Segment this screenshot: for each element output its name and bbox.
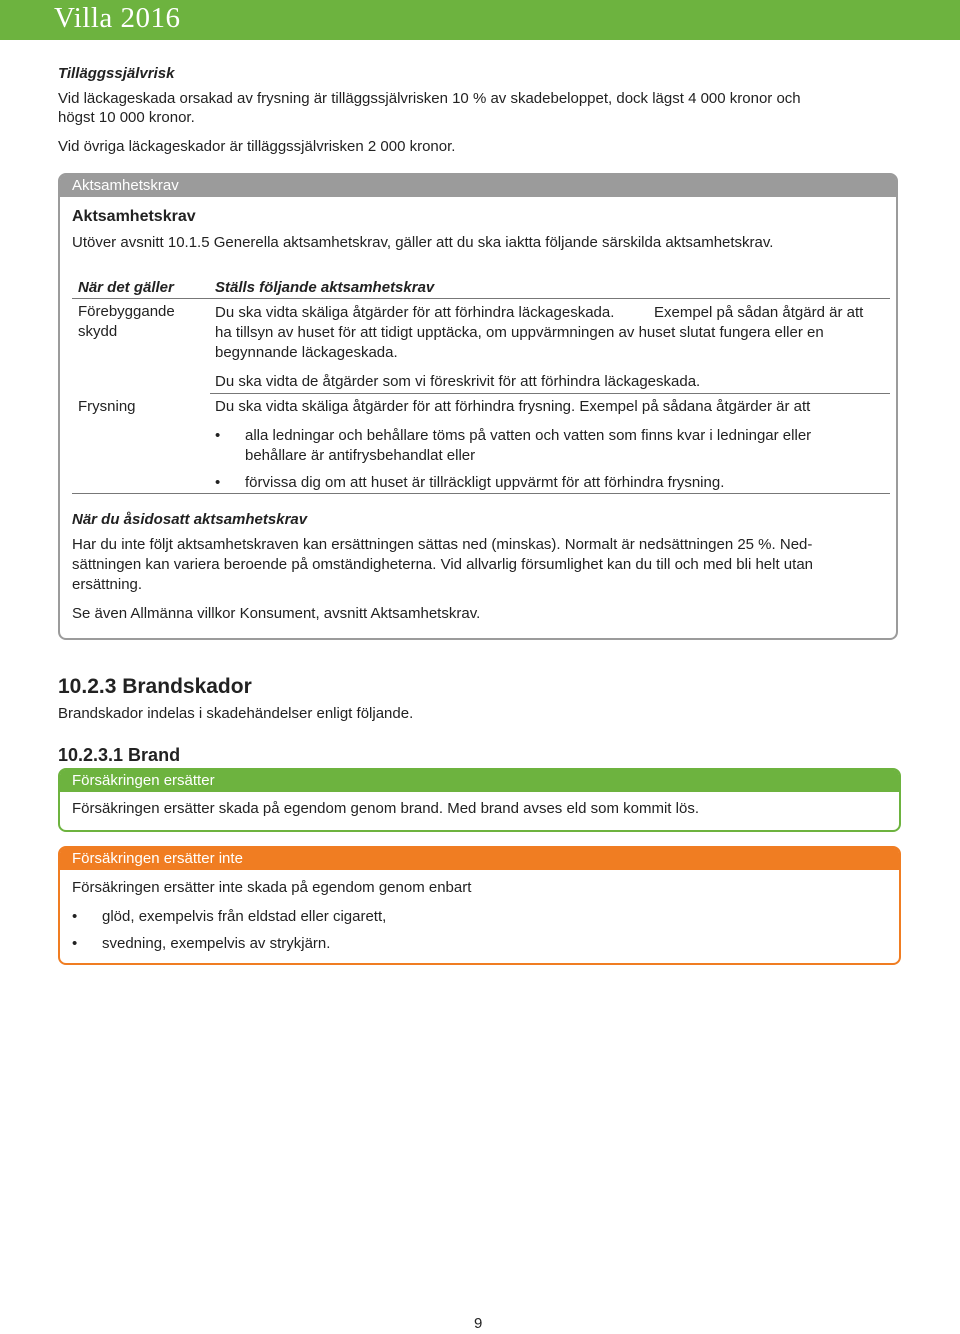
table-bottom-divider xyxy=(72,493,890,494)
row2-bullet-2: förvissa dig om att huset är tillräckligt uppvärmt för att förhindra frysning. xyxy=(245,474,725,491)
row1-p2c: begynnande läckageskada. xyxy=(215,344,398,361)
tillagg-line-2: högst 10 000 kronor. xyxy=(58,109,195,126)
ersatter-inte-intro: Försäkringen ersätter inte skada på egendom genom enbart xyxy=(72,879,472,896)
document-title: Villa 2016 xyxy=(54,2,181,34)
aktsamhetskrav-intro: Utöver avsnitt 10.1.5 Generella aktsamhetskrav, gäller att du ska iaktta följande särskilda aktsamhetskrav. xyxy=(72,234,774,251)
table-header-divider xyxy=(72,298,890,299)
ersatter-text: Försäkringen ersätter skada på egendom genom brand. Med brand avses eld som kommit lös. xyxy=(72,800,699,817)
ersatter-inte-bullet-2: svedning, exempelvis av strykjärn. xyxy=(102,935,331,952)
ersatter-box-header-label: Försäkringen ersätter xyxy=(72,772,215,789)
tillagg-line-3: Vid övriga läckageskador är tilläggssjälvrisken 2 000 kronor. xyxy=(58,138,456,155)
ersatter-inte-bullet-2-marker: • xyxy=(72,935,78,952)
row2-bullet-1a: alla ledningar och behållare töms på vatten och vatten som finns kvar i ledningar eller xyxy=(245,427,812,444)
ersatter-inte-bullet-1: glöd, exempelvis från eldstad eller cigarett, xyxy=(102,908,387,925)
see-also-text: Se även Allmänna villkor Konsument, avsnitt Aktsamhetskrav. xyxy=(72,605,481,622)
tillagg-line-1: Vid läckageskada orsakad av frysning är tilläggssjälvrisken 10 % av skadebeloppet, dock lägst 4 000 kronor och xyxy=(58,90,801,107)
page-number: 9 xyxy=(474,1315,483,1332)
table-col2-header: Ställs följande aktsamhetskrav xyxy=(215,279,435,296)
row1-p3: Du ska vidta de åtgärder som vi föreskrivit för att förhindra läckageskada. xyxy=(215,373,701,390)
brand-subheading: 10.2.3.1 Brand xyxy=(58,745,181,765)
row2-bullet-1-marker: • xyxy=(215,427,221,444)
row1-label-a: Förebyggande xyxy=(78,303,175,320)
asidosatt-line-2: sättningen kan variera beroende på omständigheterna. Vid allvarlig försumlighet kan du till och med bli helt utan xyxy=(72,556,814,573)
table-col1-header: När det gäller xyxy=(78,279,174,296)
brandskador-intro: Brandskador indelas i skadehändelser enligt följande. xyxy=(58,705,414,722)
ersatter-inte-box-header xyxy=(60,848,899,870)
ersatter-inte-box-header-label: Försäkringen ersätter inte xyxy=(72,850,243,867)
row2-label: Frysning xyxy=(78,398,136,415)
row2-bullet-2-marker: • xyxy=(215,474,221,491)
table-row-divider xyxy=(210,393,890,394)
row1-p1: Du ska vidta skäliga åtgärder för att förhindra läckageskada. xyxy=(215,304,615,321)
asidosatt-heading: När du åsidosatt aktsamhetskrav xyxy=(72,511,308,528)
page-header-bar xyxy=(0,0,960,40)
tillagg-heading: Tilläggssjälvrisk xyxy=(58,65,175,82)
asidosatt-line-1: Har du inte följt aktsamhetskraven kan ersättningen sättas ned (minskas). Normalt är nedsättningen 25 %. Ned- xyxy=(72,536,813,553)
row1-p2b: ha tillsyn av huset för att tidigt upptäcka, om uppvärmningen av huset slutat fungera eller en xyxy=(215,324,824,341)
aktsamhetskrav-heading: Aktsamhetskrav xyxy=(72,208,196,225)
ersatter-box-header xyxy=(60,770,899,792)
aktsamhetskrav-box-header xyxy=(60,175,896,197)
row1-label-b: skydd xyxy=(78,323,118,340)
asidosatt-line-3: ersättning. xyxy=(72,576,143,593)
ersatter-inte-bullet-1-marker: • xyxy=(72,908,78,925)
brandskador-heading: 10.2.3 Brandskador xyxy=(58,675,252,698)
row1-p2a: Exempel på sådan åtgärd är att xyxy=(654,304,864,321)
aktsamhetskrav-box-header-label: Aktsamhetskrav xyxy=(72,177,179,194)
row2-p1: Du ska vidta skäliga åtgärder för att förhindra frysning. Exempel på sådana åtgärder är att xyxy=(215,398,811,415)
row2-bullet-1b: behållare är antifrysbehandlat eller xyxy=(245,447,476,464)
